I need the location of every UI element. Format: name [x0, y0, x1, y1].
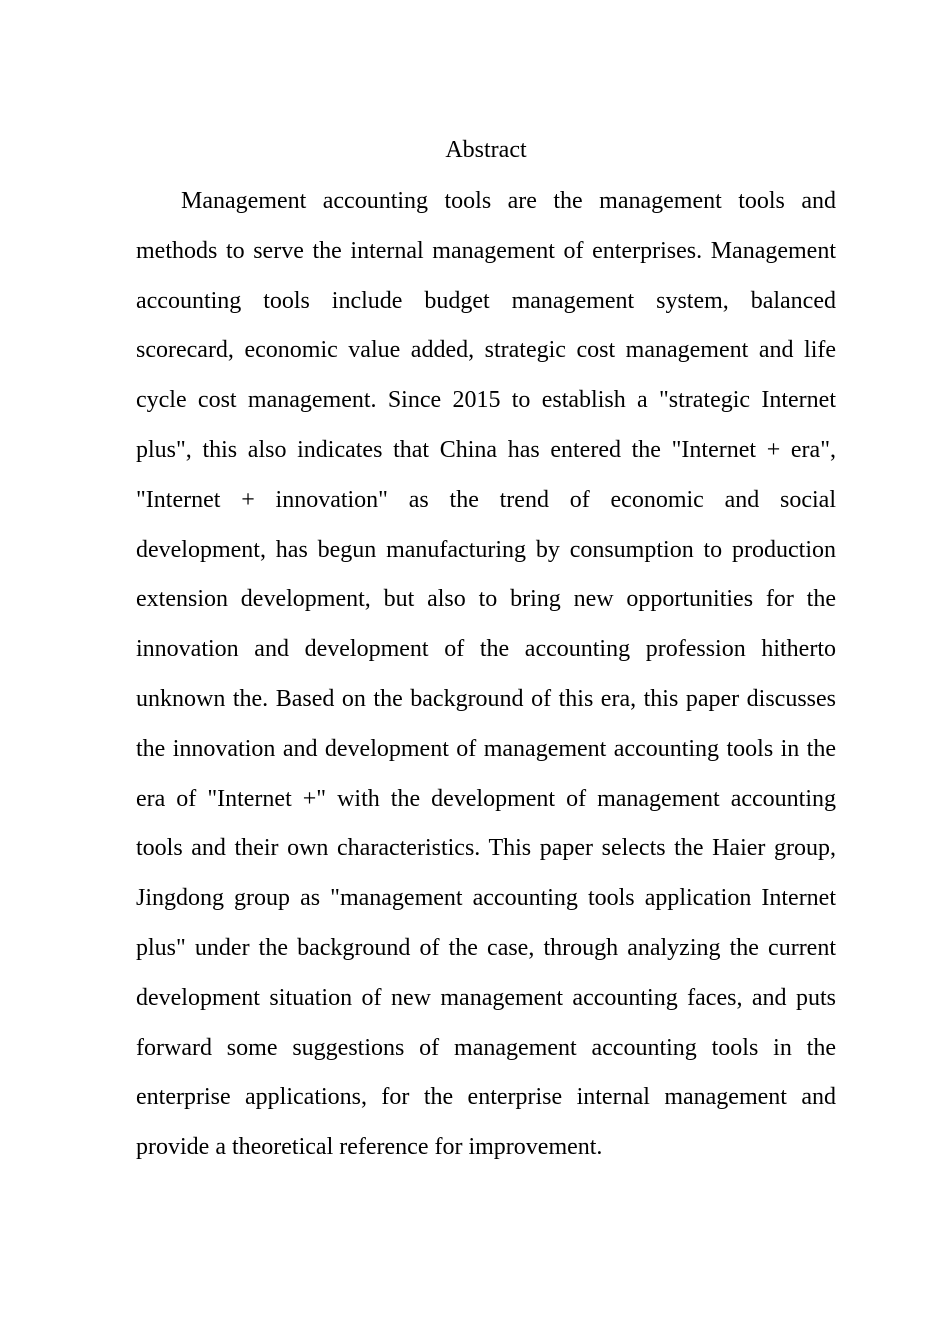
abstract-body: Management accounting tools are the management tools and methods to serve the internal management of enterprises. Management accounting tools include budget management system, balanced scorecard, economic value added, strategic cost management and life cycle cost management. Since 2015 to establish a "strategic Internet plus", this also indicates that China has entered the "Internet + era", "Internet + innovation" as the trend of economic and social development, has begun manufacturing by consumption to production extension development, but also to bring new opportunities for the innovation and development of the accounting profession hitherto unknown the. Based on the background of this era, this paper discusses the innovation and development of management accounting tools in the era of "Internet +" with the development of management accounting tools and their own characteristics. This paper selects the Haier group, Jingdong group as "management accounting tools application Internet plus" under the background of the case, through analyzing the current development situation of new management accounting faces, and puts forward some suggestions of management accounting tools in the enterprise applications, for the enterprise internal management and provide a theoretical reference for improvement. [136, 188, 836, 1161]
abstract-title: Abstract [445, 137, 527, 163]
